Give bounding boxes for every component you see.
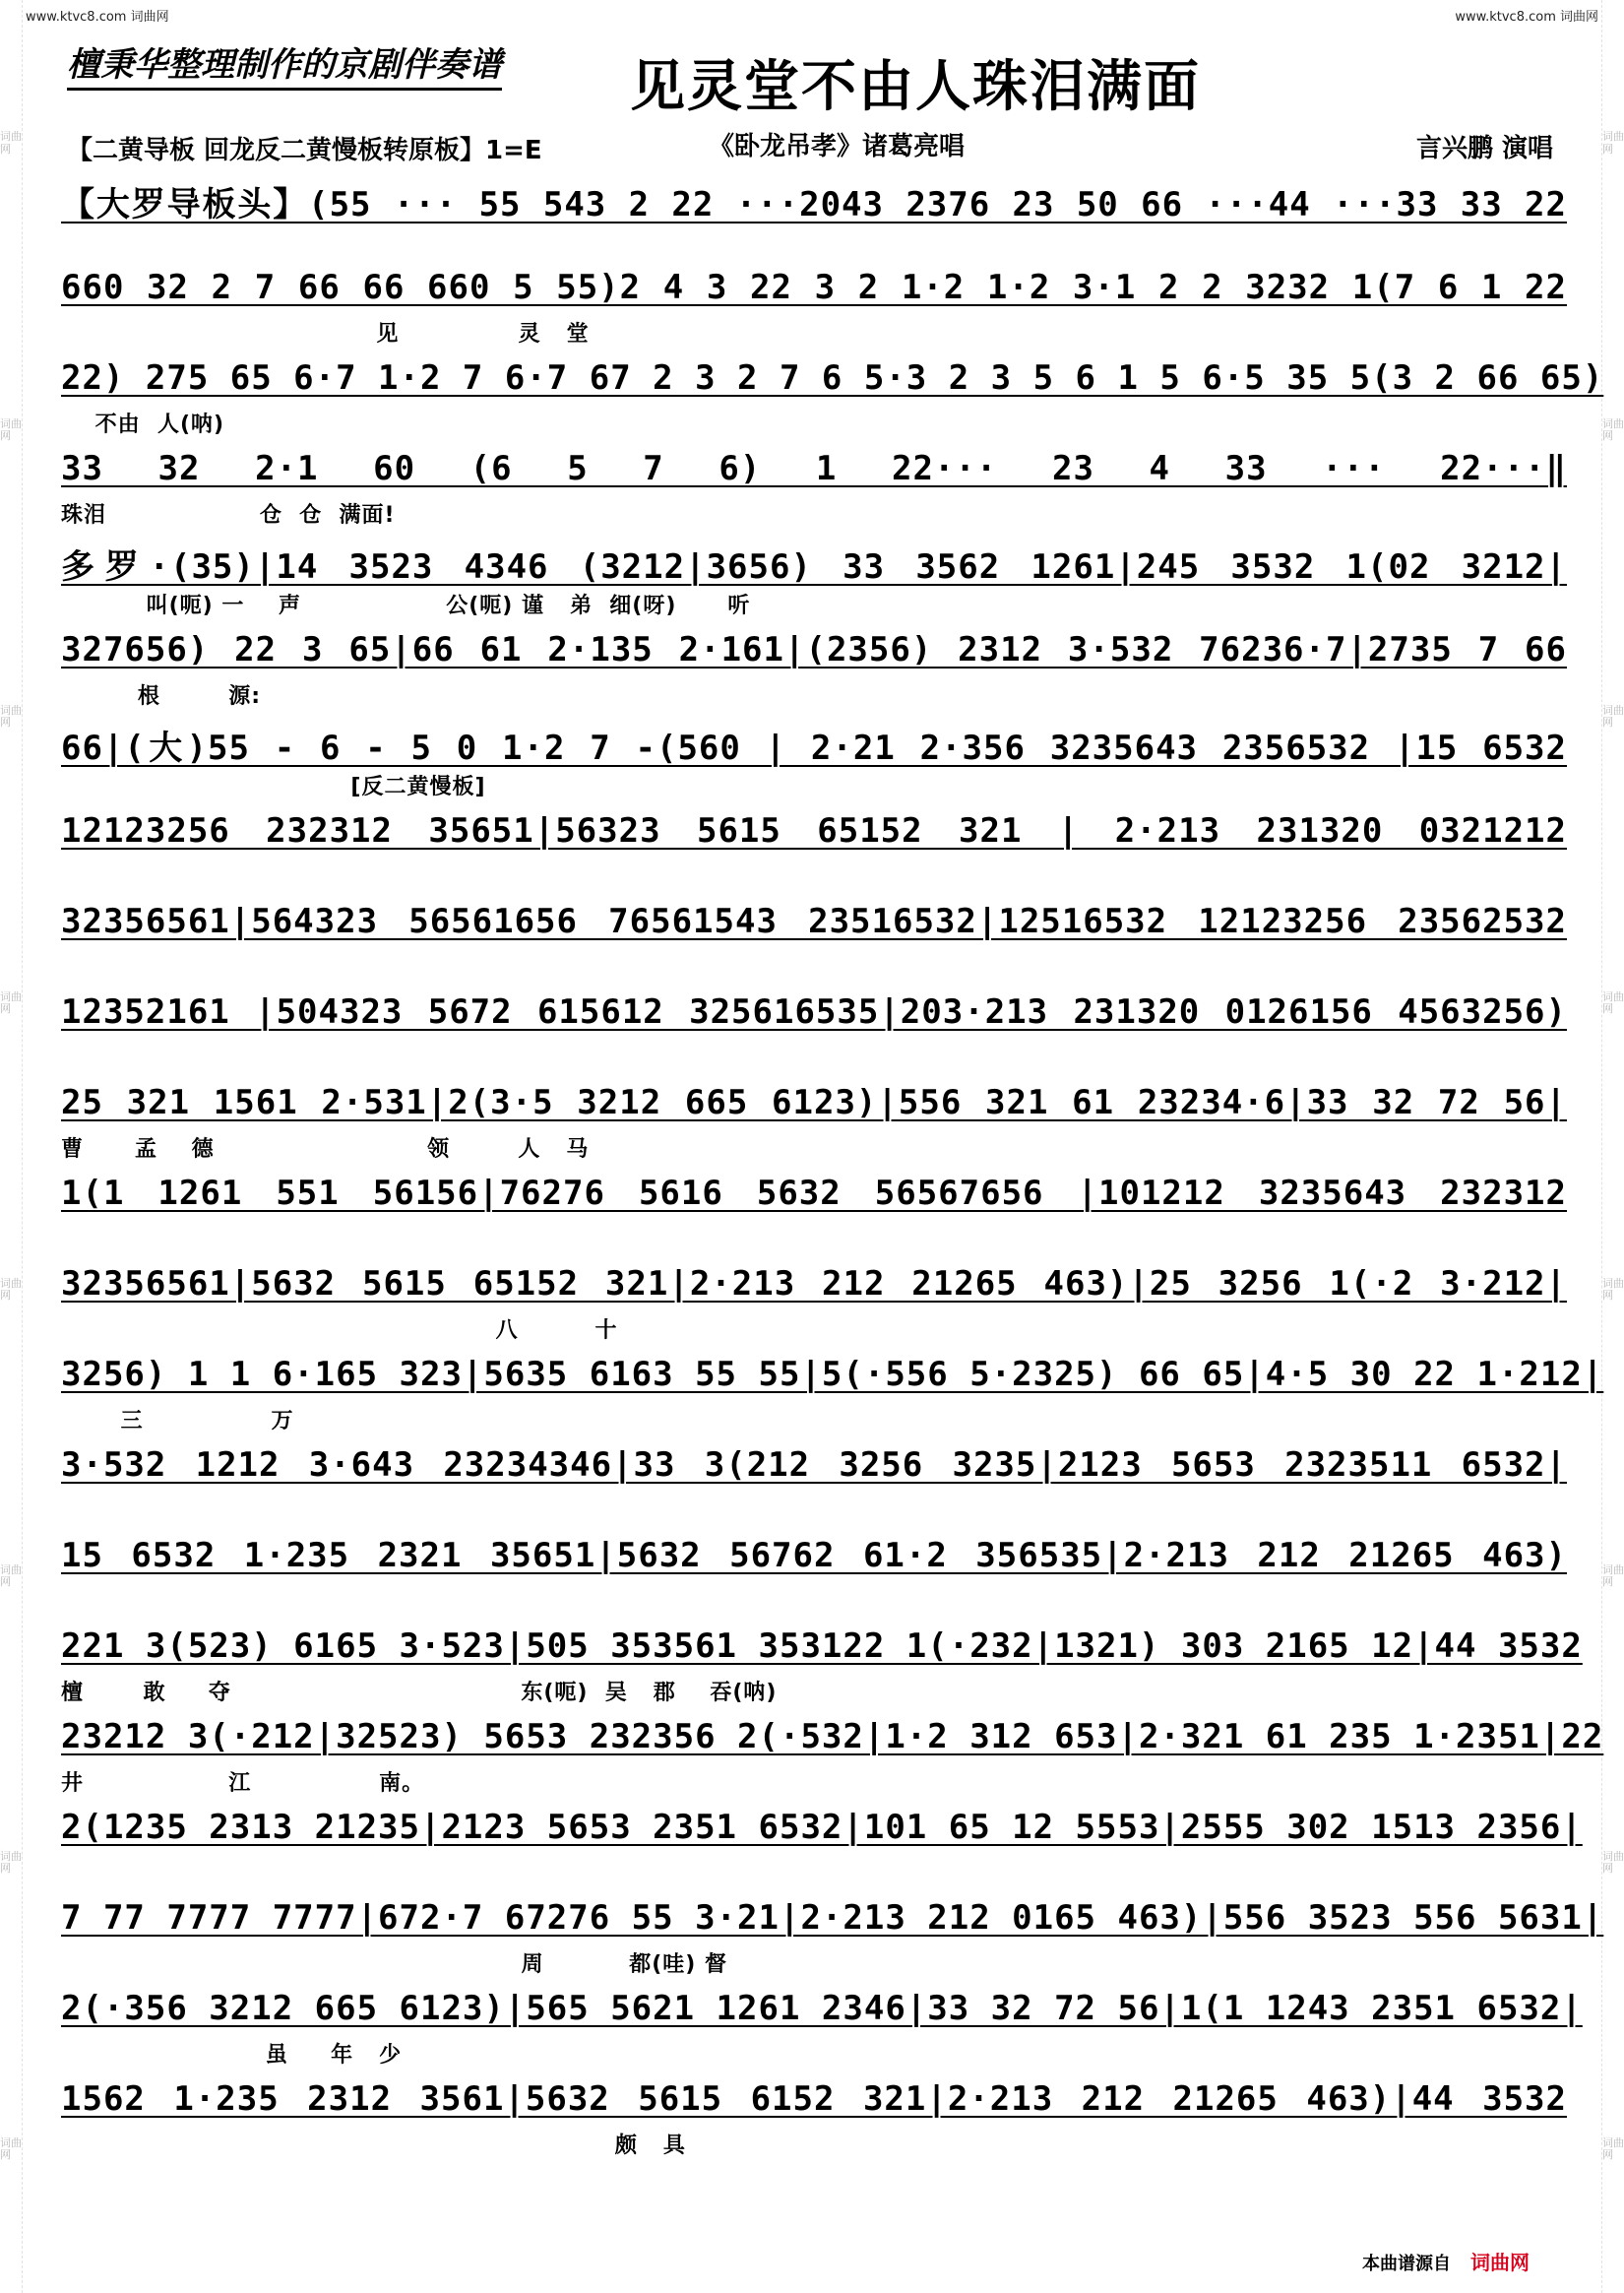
score-line [61, 540, 1567, 630]
score-line [61, 1264, 1567, 1355]
score-lyrics: [反二黄慢板] [61, 775, 486, 799]
score-notes: 32356561|564323 56561656 76561543 23516532|12516532 12123256 23562532 [61, 902, 1567, 941]
score-notes: 2(1235 2313 21235|2123 5653 2351 6532|101 65 12 5553|2555 302 1513 2356| [61, 1808, 1583, 1847]
score-notes: 7 77 7777 7777|672·7 67276 55 3·21|2·213 212 0165 463)|556 3523 556 5631| [61, 1898, 1604, 1938]
arranger-credit: 檀秉华整理制作的京剧伴奏谱 [67, 37, 502, 91]
score-notes: 多罗·(35)|14 3523 4346 (3212|3656) 33 3562 1261|245 3532 1(02 3212| [61, 547, 1567, 587]
score-line [61, 1717, 1604, 1808]
footer-credit: 本曲谱源自 [1362, 2254, 1451, 2274]
page-title: 见灵堂不由人珠泪满面 [630, 54, 1201, 119]
score-notes: 1562 1·235 2312 3561|5632 5615 6152 321|2·213 212 21265 463)|44 3532 [61, 2079, 1567, 2119]
strip-mark: 词曲网 [1602, 703, 1624, 729]
score-lyrics: 八 十 [61, 1318, 618, 1343]
score-notes: 1(1 1261 551 56156|76276 5616 5632 56567656 |101212 3235643 232312 [61, 1174, 1567, 1213]
score-lyrics: 曹 孟 德 领 人 马 [61, 1137, 590, 1162]
strip-mark: 词曲网 [1602, 1563, 1624, 1589]
strip-mark: 词曲网 [1602, 1276, 1624, 1303]
score-line [61, 1626, 1583, 1717]
strip-mark: 词曲网 [0, 1276, 22, 1303]
score-line [61, 358, 1604, 449]
score-line [61, 1536, 1567, 1626]
score-lyrics: 见 灵 堂 [61, 322, 590, 347]
strip-mark: 词曲网 [0, 130, 22, 156]
score-line [61, 992, 1567, 1083]
score-notes: 2(·356 3212 665 6123)|565 5621 1261 2346|33 32 72 56|1(1 1243 2351 6532| [61, 1989, 1583, 2028]
singer-credit: 言兴鹏 演唱 [1415, 134, 1553, 163]
score-lyrics: 井 江 南。 [61, 1771, 425, 1796]
score-notes: 12123256 232312 35651|56323 5615 65152 321 | 2·213 231320 0321212 [61, 811, 1567, 851]
strip-mark: 词曲网 [0, 416, 22, 442]
jianpu-score [61, 177, 1604, 2170]
left-watermark-strip [0, 0, 23, 2293]
score-lyrics: 珠泪 仓 仓 满面! [61, 503, 396, 528]
score-line [61, 177, 1567, 268]
score-line [61, 811, 1567, 902]
score-line [61, 449, 1567, 540]
score-notes: 3·532 1212 3·643 23234346|33 3(212 3256 3235|2123 5653 2323511 6532| [61, 1445, 1567, 1485]
score-notes: 221 3(523) 6165 3·523|505 353561 353122 1(·232|1321) 303 2165 12|44 3532 [61, 1626, 1583, 1666]
strip-mark: 词曲网 [1602, 989, 1624, 1015]
score-notes: 3256) 1 1 6·165 323|5635 6163 55 55|5(·556 5·2325) 66 65|4·5 30 22 1·212| [61, 1355, 1604, 1394]
strip-mark: 词曲网 [1602, 1850, 1624, 1876]
score-line [61, 1355, 1604, 1445]
strip-mark: 词曲网 [0, 703, 22, 729]
strip-mark: 词曲网 [0, 989, 22, 1015]
strip-mark: 词曲网 [0, 1850, 22, 1876]
score-notes: 33 32 2·1 60 (6 5 7 6) 1 22··· 23 4 33 ··· 22···‖ [61, 449, 1567, 488]
opera-source: 《卧龙吊孝》诸葛亮唱 [709, 132, 966, 161]
footer-brand: 词曲网 [1470, 2251, 1530, 2274]
score-line [61, 630, 1567, 721]
score-line [61, 1989, 1583, 2079]
score-notes: 22) 275 65 6·7 1·2 7 6·7 67 2 3 2 7 6 5·3 2 3 5 6 1 5 6·5 35 5(3 2 66 65) [61, 358, 1604, 398]
score-line [61, 1898, 1604, 1989]
score-notes: 【大罗导板头】(55 ··· 55 543 2 22 ···2043 2376 23 50 66 ···44 ···33 33 22 [61, 185, 1567, 224]
score-line [61, 1174, 1567, 1264]
score-lyrics: 颇 具 [61, 2134, 686, 2158]
score-notes: 15 6532 1·235 2321 35651|5632 56762 61·2 356535|2·213 212 21265 463) [61, 1536, 1567, 1575]
strip-mark: 词曲网 [0, 2136, 22, 2162]
score-line [61, 902, 1567, 992]
watermark-top-left: www.ktvc8.com 词曲网 [26, 10, 169, 25]
score-notes: 327656) 22 3 65|66 61 2·135 2·161|(2356) 2312 3·532 76236·7|2735 7 66 [61, 630, 1567, 669]
score-lyrics: 虽 年 少 [61, 2043, 403, 2068]
score-line [61, 1445, 1567, 1536]
score-lyrics: 不由 人(呐) [61, 413, 225, 437]
score-line [61, 2079, 1567, 2170]
score-notes: 32356561|5632 5615 65152 321|2·213 212 21265 463)|25 3256 1(·2 3·212| [61, 1264, 1567, 1304]
score-line [61, 268, 1567, 358]
score-lyrics: 檀 敢 夺 东(呃) 吴 郡 吞(呐) [61, 1681, 778, 1705]
right-watermark-strip [1601, 0, 1624, 2293]
score-line [61, 1083, 1567, 1174]
score-lyrics: 周 都(哇) 督 [61, 1952, 727, 1977]
score-line [61, 1808, 1583, 1898]
score-lyrics: 根 源: [61, 684, 262, 709]
watermark-top-right: www.ktvc8.com 词曲网 [1455, 10, 1598, 25]
score-line [61, 721, 1567, 811]
score-notes: 23212 3(·212|32523) 5653 232356 2(·532|1·2 312 653|2·321 61 235 1·2351|22 [61, 1717, 1604, 1756]
score-lyrics: 三 万 [61, 1409, 294, 1433]
strip-mark: 词曲网 [1602, 416, 1624, 442]
strip-mark: 词曲网 [1602, 130, 1624, 156]
strip-mark: 词曲网 [0, 1563, 22, 1589]
score-notes: 660 32 2 7 66 66 660 5 55)2 4 3 22 3 2 1·2 1·2 3·1 2 2 3232 1(7 6 1 22 [61, 268, 1567, 307]
footer [1362, 2247, 1530, 2275]
score-lyrics: 叫(呃) 一 声 公(呃) 谨 弟 细(呀) 听 [61, 594, 751, 618]
strip-mark: 词曲网 [1602, 2136, 1624, 2162]
tune-and-key: 【二黄导板 回龙反二黄慢板转原板】1=E [67, 136, 542, 165]
score-notes: 25 321 1561 2·531|2(3·5 3212 665 6123)|556 321 61 23234·6|33 32 72 56| [61, 1083, 1567, 1122]
score-notes: 66|(大)55 - 6 - 5 0 1·2 7 -(560 | 2·21 2·356 3235643 2356532 |15 6532 [61, 729, 1567, 768]
score-notes: 12352161 |504323 5672 615612 325616535|203·213 231320 0126156 4563256) [61, 992, 1567, 1032]
